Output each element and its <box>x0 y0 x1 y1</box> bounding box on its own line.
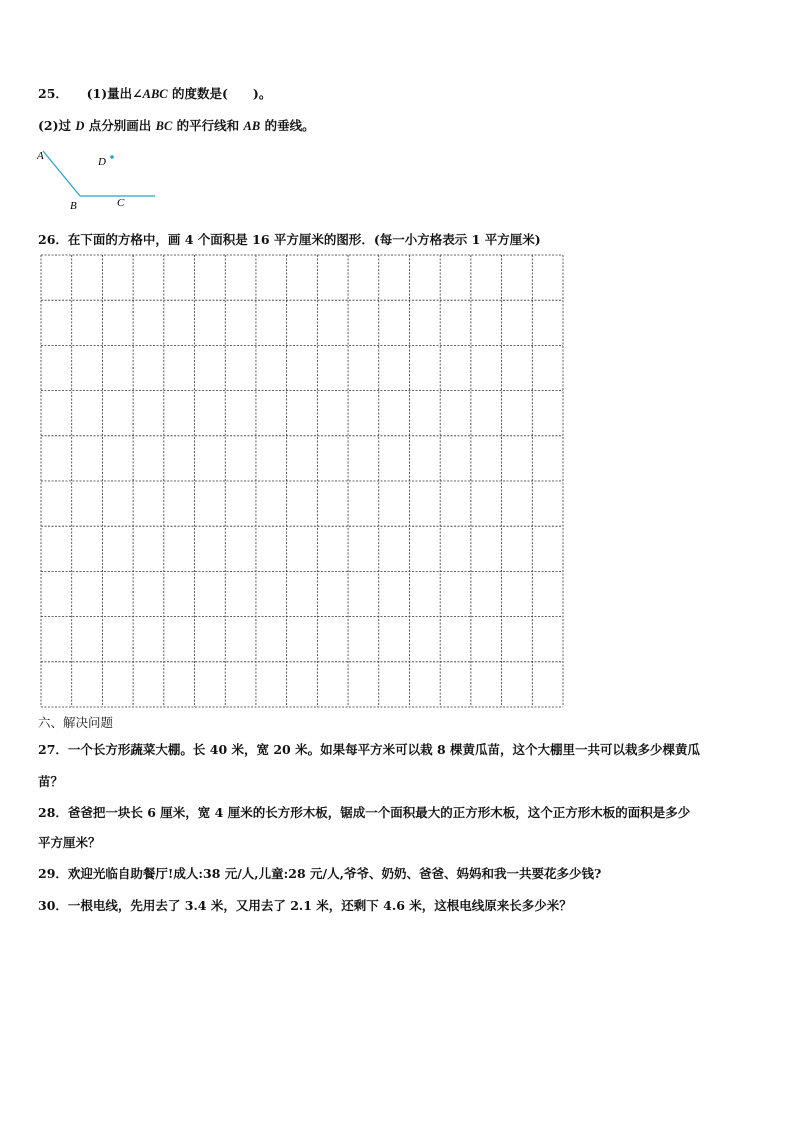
question-text: 的度数是( )。 <box>167 86 272 101</box>
question-text: 点分别画出 <box>84 118 156 133</box>
question-text: (2)过 <box>38 118 76 133</box>
question-28-line1: 28．爸爸把一块长 6 厘米，宽 4 厘米的长方形木板，锯成一个面积最大的正方形木板，这个正方形木板的面积是多少 <box>38 805 691 820</box>
question-30: 30．一根电线，先用去了 3.4 米，又用去了 2.1 米，还剩下 4.6 米，这根电线原来长多少米？ <box>38 898 572 913</box>
question-text: 的垂线。 <box>260 118 315 133</box>
question-text: 的平行线和 <box>172 118 244 133</box>
label-a: A <box>37 150 44 162</box>
line-variable: AB <box>243 119 261 133</box>
question-text: (1)量出∠ <box>86 86 143 101</box>
point-d <box>110 155 114 159</box>
angle-variable: ABC <box>142 87 168 101</box>
point-variable: D <box>75 119 85 133</box>
question-28-line2: 平方厘米？ <box>38 835 101 850</box>
label-c: C <box>117 197 125 209</box>
section-heading: 六、解决问题 <box>38 715 114 730</box>
ray-ba <box>43 151 80 196</box>
angle-figure <box>33 145 173 215</box>
question-25-part2 <box>38 116 315 134</box>
label-d: D <box>98 156 106 168</box>
label-b: B <box>70 200 77 212</box>
question-25-part1 <box>38 84 271 102</box>
question-number: 25． <box>38 86 68 101</box>
question-27-line1: 27．一个长方形蔬菜大棚。长 40 米，宽 20 米。如果每平方米可以栽 8 棵黄瓜苗，这个大棚里一共可以栽多少棵黄瓜 <box>38 742 700 757</box>
line-variable: BC <box>155 119 173 133</box>
square-grid <box>40 254 564 708</box>
question-27-line2: 苗？ <box>38 774 64 789</box>
question-26: 26．在下面的方格中，画 4 个面积是 16 平方厘米的图形．(每一小方格表示 1 平方厘米) <box>38 232 541 247</box>
question-29: 29．欢迎光临自助餐厅!成人:38 元/人,儿童:28 元/人,爷爷、奶奶、爸爸、妈妈和我一共要花多少钱? <box>38 866 602 881</box>
